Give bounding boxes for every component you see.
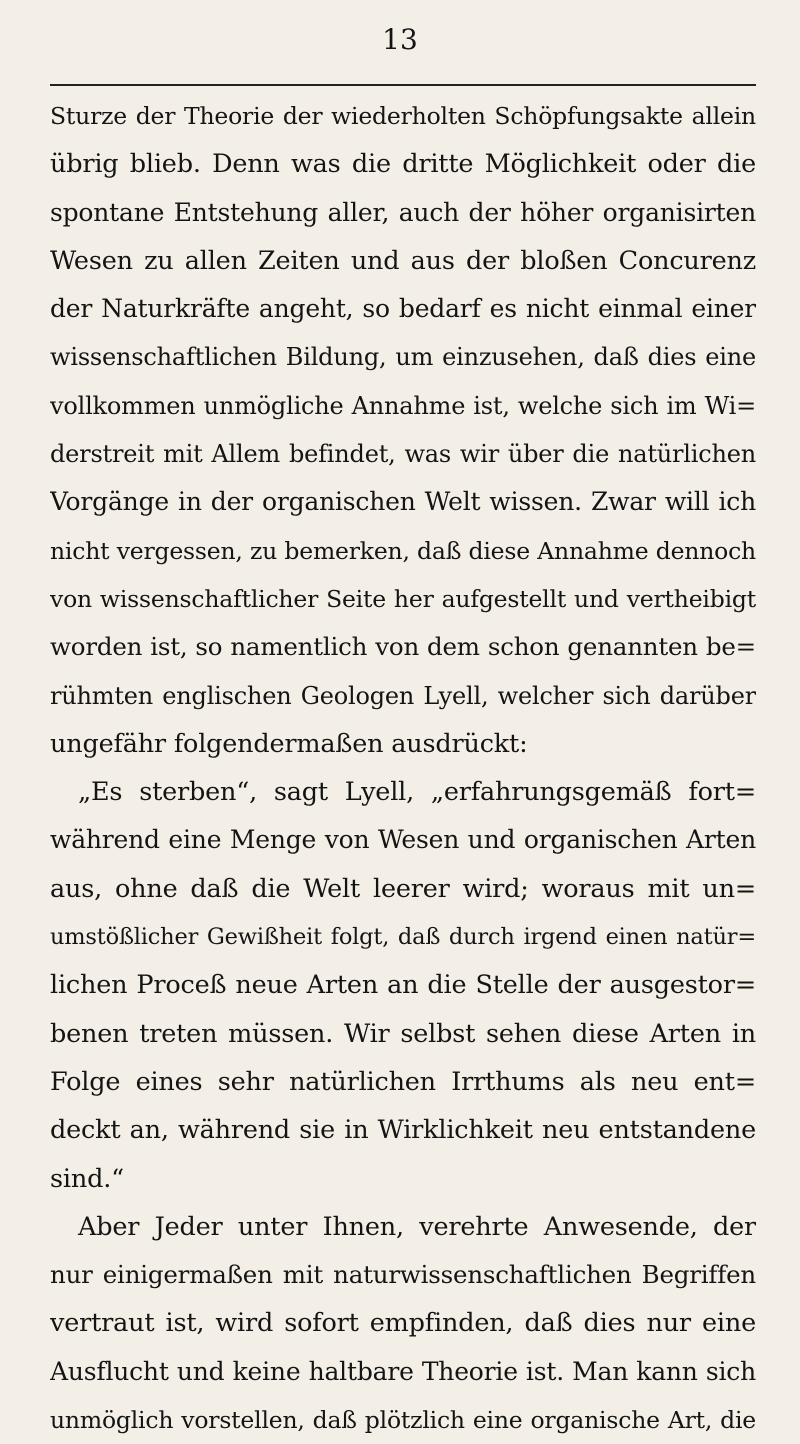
text-line: rühmten englischen Geologen Lyell, welcher sich darüber (50, 681, 756, 710)
quote-line: umstößlicher Gewißheit folgt, daß durch irgend einen natür= (50, 924, 756, 951)
text-line: derstreit mit Allem befindet, was wir über die natürlichen (50, 440, 756, 469)
quote-line: benen treten müssen. Wir selbst sehen diese Arten in (50, 1018, 756, 1049)
text-line: Ausflucht und keine haltbare Theorie ist. Man kann sich (50, 1356, 756, 1386)
quote-line: deckt an, während sie in Wirklichkeit neu entstandene (50, 1115, 756, 1146)
text-line: spontane Entstehung aller, auch der höher organisirten (50, 197, 756, 227)
text-line: Vorgänge in der organischen Welt wissen. Zwar will ich (50, 487, 756, 517)
page-number: 13 (382, 23, 418, 56)
text-line: nur einigermaßen mit naturwissenschaftlichen Begriffen (50, 1260, 756, 1290)
body-text (50, 92, 756, 1444)
text-line: übrig blieb. Denn was die dritte Möglichkeit oder die (50, 149, 756, 180)
text-line: Sturze der Theorie der wiederholten Schöpfungsakte allein (50, 102, 756, 130)
text-line: wissenschaftlichen Bildung, um einzusehen, daß dies eine (50, 343, 756, 372)
quote-line: aus, ohne daß die Welt leerer wird; woraus mit un= (50, 873, 756, 904)
text-line: worden ist, so namentlich von dem schon genannten be= (50, 632, 756, 662)
text-line: nicht vergessen, zu bemerken, daß diese Annahme dennoch (50, 536, 756, 565)
text-line: vollkommen unmögliche Annahme ist, welche sich im Wi= (50, 391, 756, 420)
text-line: der Naturkräfte angeht, so bedarf es nicht einmal einer (50, 294, 756, 324)
quote-line: während eine Menge von Wesen und organischen Arten (50, 825, 756, 855)
quote-line: lichen Proceß neue Arten an die Stelle der ausgestor= (50, 970, 756, 1001)
text-line: unmöglich vorstellen, daß plötzlich eine organische Art, die (50, 1406, 756, 1435)
quote-line: „Es sterben“, sagt Lyell, „erfahrungsgemäß fort= (78, 777, 756, 808)
text-line: Wesen zu allen Zeiten und aus der bloßen Concurenz (50, 245, 756, 276)
text-line: ungefähr folgendermaßen ausdrückt: (50, 728, 528, 759)
quote-line: Folge eines sehr natürlichen Irrthums als neu ent= (50, 1066, 756, 1097)
text-line: von wissenschaftlicher Seite her aufgestellt und vertheibigt (50, 584, 756, 613)
quote-line: sind.“ (50, 1163, 124, 1194)
header-rule (50, 84, 756, 86)
text-line: Aber Jeder unter Ihnen, verehrte Anwesende, der (78, 1211, 756, 1242)
text-line: vertraut ist, wird sofort empfinden, daß dies nur eine (50, 1308, 756, 1339)
